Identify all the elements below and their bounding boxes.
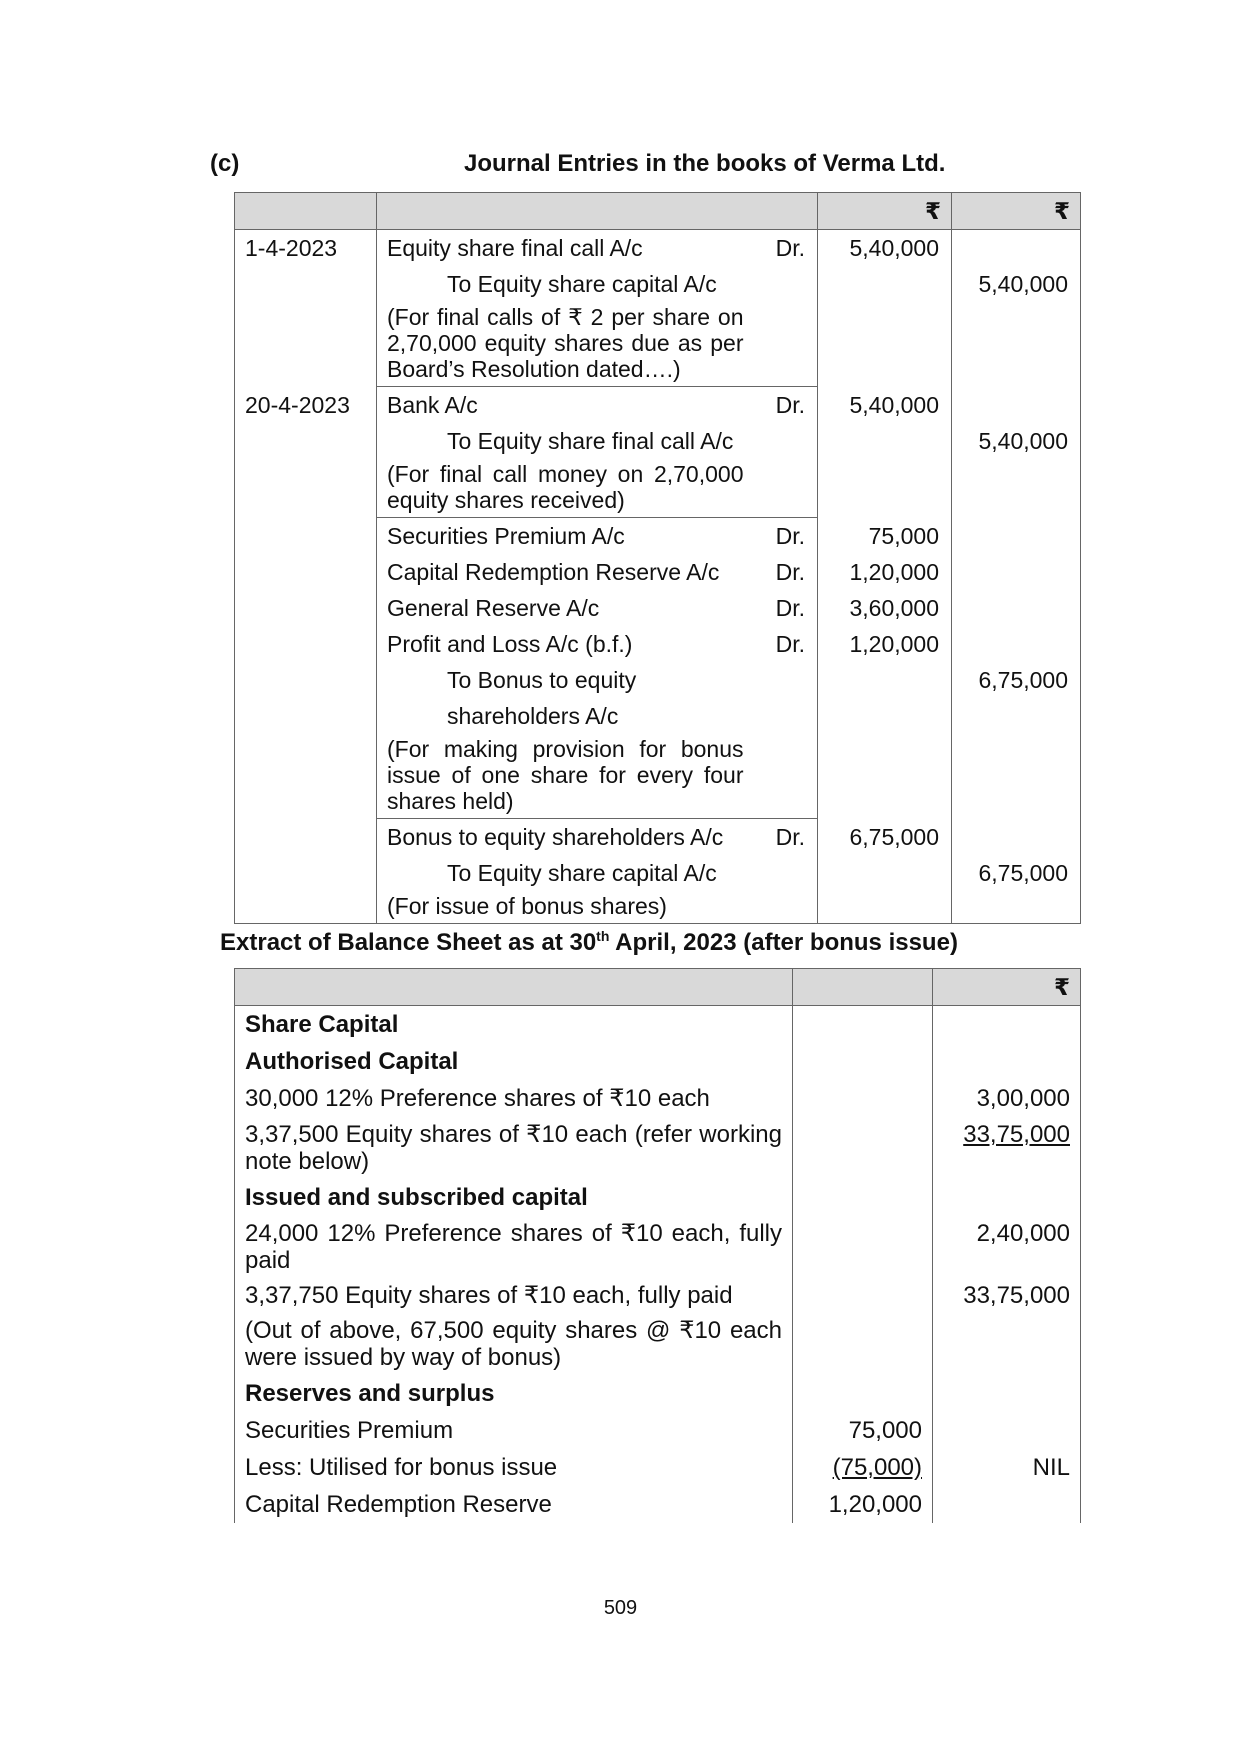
balance-sheet-col2: 33,75,000 [963, 1121, 1070, 1148]
journal-dr-marker [752, 855, 818, 891]
journal-dr-marker [752, 266, 818, 302]
journal-dr-marker [752, 662, 818, 734]
journal-credit-amount: 6,75,000 [978, 860, 1068, 886]
balance-sheet-row [235, 1179, 1081, 1216]
balance-sheet-particular: 30,000 12% Preference shares of ₹10 each [235, 1080, 793, 1117]
journal-narration-dr [752, 459, 818, 518]
balance-sheet-row [235, 1412, 1081, 1449]
section-heading [210, 150, 1080, 182]
journal-dr-marker: Dr. [752, 819, 818, 856]
journal-narration-dr [752, 891, 818, 924]
journal-dr-marker: Dr. [752, 230, 818, 267]
balance-sheet-particular: Securities Premium [235, 1412, 793, 1449]
balance-sheet-col2 [933, 1006, 1081, 1044]
journal-narration-dr [752, 734, 818, 819]
balance-sheet-col1: 1,20,000 [793, 1486, 933, 1523]
journal-particular: To Equity share capital A/c [447, 860, 717, 886]
journal-title: Journal Entries in the books of Verma Ltd. [464, 150, 946, 177]
journal-table [234, 192, 1081, 924]
journal-narration: (For making provision for bonus issue of one share for every four shares held) [387, 736, 744, 814]
journal-debit-amount [818, 423, 952, 459]
journal-narration-debit [818, 302, 952, 387]
balance-sheet-col2 [933, 1412, 1081, 1449]
journal-debit-amount: 1,20,000 [818, 554, 952, 590]
balance-sheet-col1: (75,000) [793, 1449, 933, 1486]
balance-sheet-particular: Capital Redemption Reserve [235, 1486, 793, 1523]
journal-particular: Bonus to equity shareholders A/c [377, 819, 752, 856]
journal-credit-amount [952, 230, 1081, 267]
journal-header-row [235, 193, 1081, 230]
balance-sheet-col2 [933, 1313, 1081, 1375]
journal-debit-amount [818, 662, 952, 734]
balance-sheet-particular: 3,37,750 Equity shares of ₹10 each, fully paid [235, 1278, 793, 1313]
journal-particular: General Reserve A/c [387, 595, 600, 621]
balance-sheet-particular: Reserves and surplus [235, 1375, 793, 1412]
page-number: 509 [603, 1597, 638, 1619]
journal-row [235, 387, 1081, 424]
balance-sheet-body [235, 969, 1081, 1524]
journal-narration-debit [818, 459, 952, 518]
journal-debit-amount: 3,60,000 [818, 590, 952, 626]
journal-row [235, 518, 1081, 555]
journal-particular: To Equity share capital A/c [447, 271, 717, 297]
journal-credit-amount [952, 626, 1081, 662]
balance-sheet-row [235, 1375, 1081, 1412]
journal-dr-marker: Dr. [752, 554, 818, 590]
journal-row [235, 819, 1081, 856]
balance-sheet-title [220, 928, 958, 957]
balance-sheet-col1 [793, 1278, 933, 1313]
balance-sheet-row [235, 1080, 1081, 1117]
journal-dr-marker: Dr. [752, 387, 818, 424]
journal-dr-marker [752, 423, 818, 459]
journal-header-credit-currency: ₹ [952, 193, 1081, 230]
journal-body [235, 193, 1081, 924]
journal-credit-amount [952, 554, 1081, 590]
balance-sheet-particular: Less: Utilised for bonus issue [235, 1449, 793, 1486]
balance-sheet-col2 [933, 1179, 1081, 1216]
journal-particular: To Bonus to equity shareholders A/c [447, 667, 637, 729]
journal-particular: To Equity share final call A/c [447, 428, 734, 454]
journal-header-date [235, 193, 377, 230]
balance-sheet-row [235, 1313, 1081, 1375]
balance-sheet-row [235, 1449, 1081, 1486]
balance-sheet-row [235, 1278, 1081, 1313]
balance-sheet-col1: 75,000 [793, 1412, 933, 1449]
journal-particular: Equity share final call A/c [387, 235, 643, 261]
balance-sheet-table [234, 968, 1081, 1523]
journal-debit-amount: 6,75,000 [818, 819, 952, 856]
balance-sheet-row [235, 1117, 1081, 1179]
balance-sheet-header-amount [793, 969, 933, 1006]
balance-sheet-col1 [793, 1006, 933, 1044]
journal-debit-amount: 5,40,000 [818, 230, 952, 267]
balance-sheet-col1 [793, 1117, 933, 1179]
journal-header-particulars [377, 193, 818, 230]
journal-credit-amount [952, 518, 1081, 555]
section-label: (c) [210, 150, 240, 177]
journal-credit-amount: 6,75,000 [978, 667, 1068, 693]
journal-debit-amount [818, 266, 952, 302]
journal-narration-dr [752, 302, 818, 387]
balance-sheet-row [235, 1216, 1081, 1278]
journal-particular: Profit and Loss A/c (b.f.) [387, 631, 633, 657]
balance-sheet-col2 [933, 1043, 1081, 1080]
balance-sheet-particular: Authorised Capital [235, 1043, 793, 1080]
balance-sheet-title-start: Extract of Balance Sheet as at 30 [220, 929, 597, 956]
balance-sheet-col2: 2,40,000 [976, 1220, 1070, 1247]
journal-debit-amount: 75,000 [818, 518, 952, 555]
journal-header-debit-currency: ₹ [818, 193, 952, 230]
journal-particular: Bank A/c [377, 387, 752, 424]
balance-sheet-col2: 3,00,000 [976, 1085, 1070, 1112]
journal-date [235, 518, 377, 819]
balance-sheet-row [235, 1006, 1081, 1044]
journal-particular: Securities Premium A/c [377, 518, 752, 555]
journal-dr-marker: Dr. [752, 626, 818, 662]
journal-credit-amount [952, 387, 1081, 424]
journal-dr-marker: Dr. [752, 590, 818, 626]
balance-sheet-particular: Share Capital [235, 1006, 793, 1044]
journal-dr-marker: Dr. [752, 518, 818, 555]
journal-narration-credit [952, 459, 1081, 518]
balance-sheet-col1 [793, 1043, 933, 1080]
journal-narration-credit [952, 734, 1081, 819]
journal-narration-debit [818, 891, 952, 924]
journal-narration: (For final calls of ₹ 2 per share on 2,70,000 equity shares due as per Board’s Resolution dated….) [387, 304, 744, 382]
balance-sheet-col2: NIL [1032, 1454, 1070, 1481]
journal-row [235, 230, 1081, 267]
balance-sheet-col1 [793, 1080, 933, 1117]
journal-narration-debit [818, 734, 952, 819]
balance-sheet-header-row [235, 969, 1081, 1006]
journal-narration: (For final call money on 2,70,000 equity shares received) [387, 461, 744, 513]
journal-narration-credit [952, 302, 1081, 387]
balance-sheet-particular: Issued and subscribed capital [235, 1179, 793, 1216]
journal-date: 20-4-2023 [235, 387, 377, 518]
balance-sheet-title-end: April, 2023 (after bonus issue) [609, 929, 958, 956]
balance-sheet-particular: 24,000 12% Preference shares of ₹10 each, fully paid [235, 1216, 793, 1278]
journal-date: 1-4-2023 [235, 230, 377, 387]
balance-sheet-title-superscript: th [596, 928, 610, 944]
journal-debit-amount [818, 855, 952, 891]
journal-credit-amount [952, 819, 1081, 856]
balance-sheet-col1 [793, 1179, 933, 1216]
balance-sheet-col2 [933, 1486, 1081, 1523]
balance-sheet-row [235, 1486, 1081, 1523]
balance-sheet-col1 [793, 1375, 933, 1412]
journal-narration: (For issue of bonus shares) [387, 893, 667, 919]
balance-sheet-col2: 33,75,000 [963, 1282, 1070, 1309]
journal-credit-amount: 5,40,000 [978, 428, 1068, 454]
journal-credit-amount: 5,40,000 [978, 271, 1068, 297]
balance-sheet-particular: 3,37,500 Equity shares of ₹10 each (refer working note below) [235, 1117, 793, 1179]
journal-narration-credit [952, 891, 1081, 924]
balance-sheet-row [235, 1043, 1081, 1080]
balance-sheet-particular: (Out of above, 67,500 equity shares @ ₹10 each were issued by way of bonus) [235, 1313, 793, 1375]
balance-sheet-col1 [793, 1313, 933, 1375]
balance-sheet-header-particulars [235, 969, 793, 1006]
journal-debit-amount: 1,20,000 [818, 626, 952, 662]
balance-sheet-col2 [933, 1375, 1081, 1412]
journal-credit-amount [952, 590, 1081, 626]
balance-sheet-header-currency: ₹ [933, 969, 1081, 1006]
journal-date [235, 819, 377, 924]
journal-particular: Capital Redemption Reserve A/c [387, 559, 720, 585]
journal-debit-amount: 5,40,000 [818, 387, 952, 424]
balance-sheet-col1 [793, 1216, 933, 1278]
